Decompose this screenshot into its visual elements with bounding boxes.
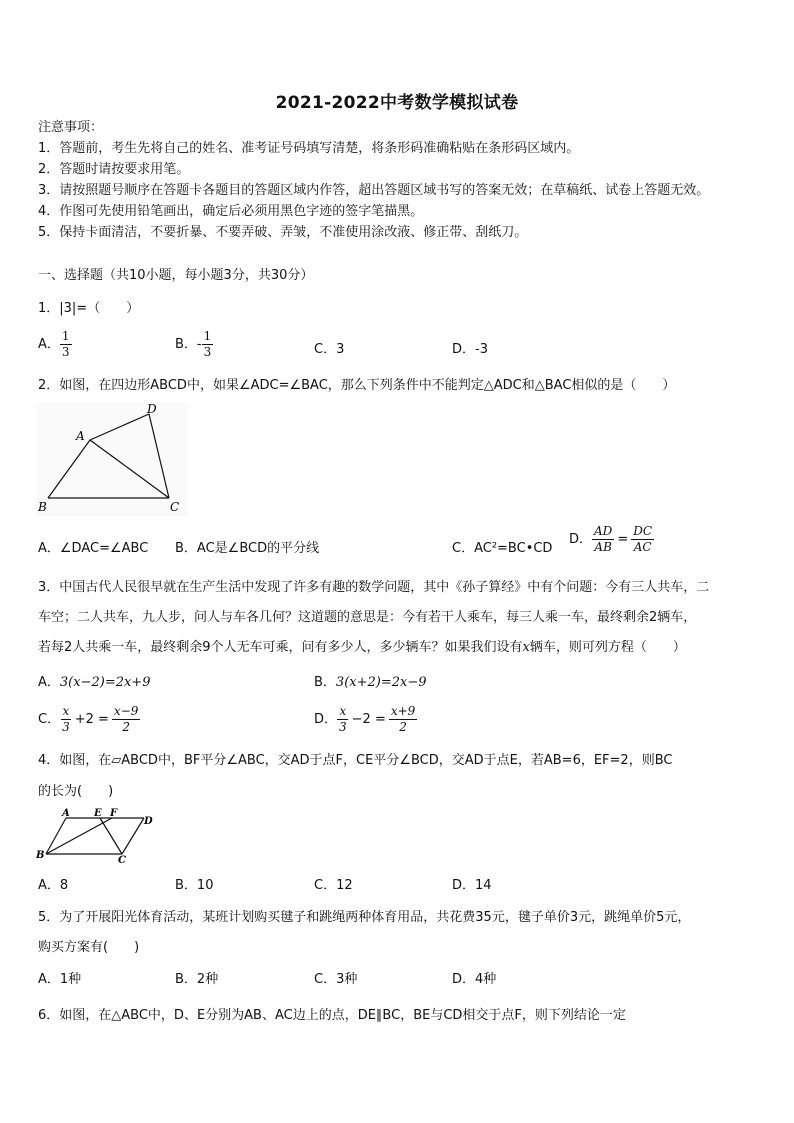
q4-label-d: D [144, 816, 153, 827]
q3-c-fraction-1 [60, 704, 72, 735]
page-title: 2021-2022中考数学模拟试卷 [275, 93, 519, 113]
q3-d-num1: x [339, 704, 347, 718]
q2-option-b: B．AC是∠BCD的平分线 [175, 541, 320, 556]
q3-line-1: 3．中国古代人民很早就在生产生活中发现了许多有趣的数学问题，其中《孙子算经》中有个问题：今有三人共车，二 [38, 580, 710, 595]
q2-figure-bg [36, 402, 188, 516]
q1-a-label: A． [38, 337, 60, 352]
q1-b-label: B．- [175, 337, 202, 352]
notice-item-4: 4．作图可先使用铅笔画出，确定后必须用黑色字迹的签字笔描黑。 [38, 204, 424, 219]
q2-label-d: D [147, 402, 157, 416]
q4-line-1: 4．如图，在▱ABCD中，BF平分∠ABC，交AD于点F，CE平分∠BCD，交AD于点E，若AB=6，EF=2，则BC [38, 753, 673, 768]
q1-b-fraction [202, 329, 214, 360]
q2-d-den1: AB [594, 540, 612, 554]
q3-c-num1: x [62, 704, 70, 718]
q3-b-equation: 3(x+2)=2x−9 [335, 675, 427, 690]
q3-d-num2: x+9 [390, 704, 416, 718]
q3-c-den1: 3 [62, 720, 70, 734]
section-heading: 一、选择题（共10小题，每小题3分，共30分） [38, 268, 314, 283]
q3-c-num2: x−9 [113, 704, 139, 718]
q5-option-d: D．4种 [452, 972, 497, 987]
q3-d-middle: −2 = [351, 712, 386, 727]
q2-label-a: A [76, 429, 85, 443]
q3-a-equation: 3(x−2)=2x+9 [59, 675, 151, 690]
q4-label-b: B [36, 850, 45, 861]
q3-d-den2: 2 [399, 720, 407, 734]
q2-d-equals: = [617, 532, 629, 547]
q5-line-2: 购买方案有( ) [38, 940, 140, 955]
q1-stem: 1．|3|=（ ） [38, 301, 140, 316]
q1-b-num: 1 [203, 329, 212, 343]
q4-edge-dc [122, 818, 144, 854]
q5-option-c: C．3种 [314, 972, 358, 987]
q6-line-1: 6．如图，在△ABC中，D、E分别为AB、AC边上的点，DE∥BC，BE与CD相交于点F，则下列结论一定 [38, 1008, 626, 1023]
notice-item-5: 5．保持卡面清洁，不要折暴、不要弄破、弄皱，不准使用涂改液、修正带、刮纸刀。 [38, 225, 528, 240]
q5-line-1: 5．为了开展阳光体育活动，某班计划购买毽子和跳绳两种体育用品，共花费35元，毽子单价3元，跳绳单价5元， [38, 910, 691, 925]
q1-option-c: C．3 [314, 342, 345, 357]
notice-item-1: 1．答题前，考生先将自己的姓名、准考证号码填写清楚，将条形码准确粘贴在条形码区域内。 [38, 141, 580, 156]
q4-option-a: A．8 [38, 878, 69, 893]
q4-line-2: 的长为( ) [38, 784, 114, 799]
q2-option-d [569, 524, 654, 555]
q1-a-den: 3 [61, 345, 70, 359]
q3-option-a [38, 671, 150, 690]
notice-item-2: 2．答题时请按要求用笔。 [38, 162, 190, 177]
q2-d-den2: AC [633, 540, 652, 554]
q3-c-fraction-2 [112, 704, 140, 735]
q4-option-b: B．10 [175, 878, 214, 893]
q3-a-label: A． [38, 675, 60, 690]
q4-label-f: F [110, 808, 118, 819]
q3-d-fraction-1 [337, 704, 349, 735]
q2-quadrilateral-figure [36, 402, 188, 516]
q4-label-e: E [94, 808, 102, 819]
q3-line-2: 车空；二人共车，九人步，问人与车各几何？这道题的意思是：今有若干人乘车，每三人乘一车，最终剩余2辆车， [38, 610, 697, 625]
q1-option-d: D．-3 [452, 342, 488, 357]
q2-d-num1: AD [594, 524, 613, 538]
q5-option-b: B．2种 [175, 972, 219, 987]
q3-d-fraction-2 [389, 704, 417, 735]
q3-d-label: D． [314, 712, 338, 727]
q3-line-3 [38, 636, 686, 655]
q4-bisector-ce [100, 818, 122, 854]
q4-label-a: A [62, 808, 70, 819]
q2-label-b: B [38, 500, 47, 514]
q1-a-num: 1 [61, 329, 70, 343]
q3-b-label: B． [314, 675, 336, 690]
q1-a-fraction [60, 329, 72, 360]
q3-c-label: C． [38, 712, 61, 727]
q3-c-den2: 2 [122, 720, 130, 734]
q3-line-3b: 辆车，则可列方程（ ） [529, 640, 686, 655]
q3-variable-x: x [522, 640, 530, 655]
q3-d-den1: 3 [339, 720, 347, 734]
notice-item-3: 3．请按照题号顺序在答题卡各题目的答题区域内作答，超出答题区域书写的答案无效；在草稿纸、试卷上答题无效。 [38, 183, 710, 198]
q1-b-den: 3 [203, 345, 212, 359]
q1-option-a [38, 329, 72, 360]
q4-option-d: D．14 [452, 878, 492, 893]
q2-d-num2: DC [633, 524, 653, 538]
q2-d-fraction-1 [592, 524, 614, 555]
q2-d-label: D． [569, 532, 593, 547]
q2-option-c: C．AC²=BC•CD [452, 541, 553, 556]
q3-line-3a: 若每2人共乘一车，最终剩余9个人无车可乘，问有多少人，多少辆车？如果我们设有 [38, 640, 523, 655]
q3-option-b [314, 671, 427, 690]
q3-c-middle: +2 = [74, 712, 109, 727]
q5-option-a: A．1种 [38, 972, 82, 987]
q1-option-b [175, 329, 213, 360]
q4-parallelogram-figure [36, 806, 156, 864]
q2-option-a: A．∠DAC=∠ABC [38, 541, 149, 556]
q4-option-c: C．12 [314, 878, 353, 893]
q4-label-c: C [118, 855, 126, 864]
notice-heading: 注意事项： [38, 120, 104, 135]
q2-stem: 2．如图，在四边形ABCD中，如果∠ADC=∠BAC，那么下列条件中不能判定△ADC和△BAC相似的是（ ） [38, 378, 676, 393]
q3-option-c [38, 704, 140, 735]
q2-label-c: C [170, 500, 180, 514]
q3-option-d [314, 704, 417, 735]
q2-d-fraction-2 [631, 524, 654, 555]
